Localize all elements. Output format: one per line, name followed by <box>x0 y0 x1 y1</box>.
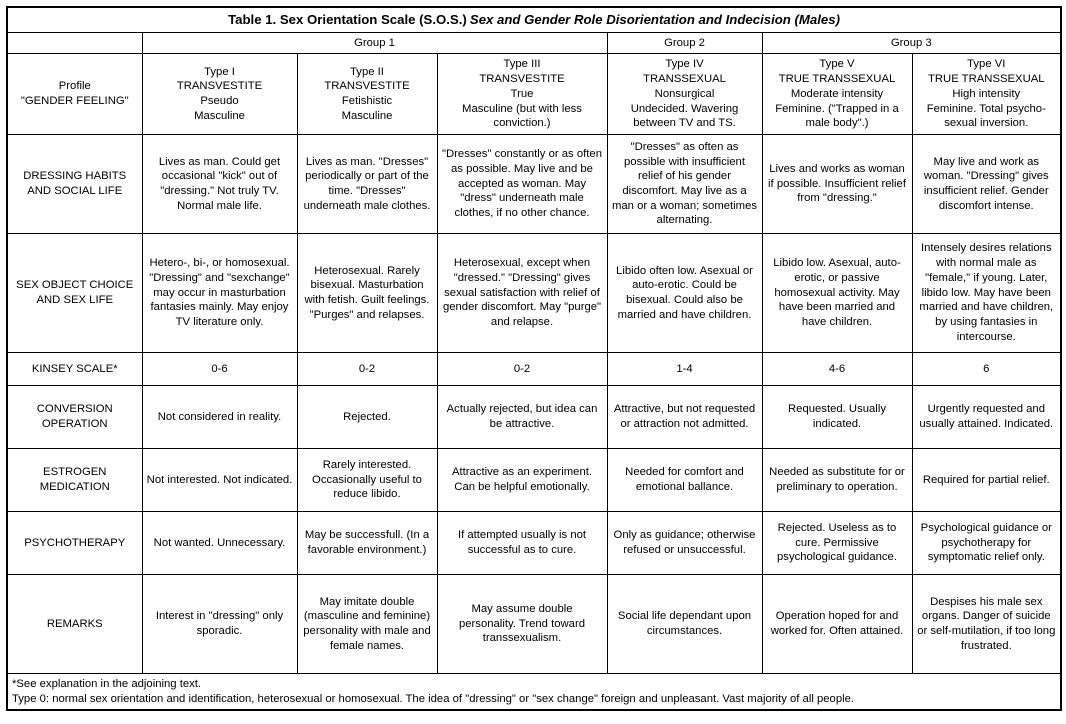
table-title-line2: Sex and Gender Role Disorientation and Indecision (Males) <box>469 12 840 27</box>
table-cell: Only as guidance; otherwise refused or unsuccessful. <box>607 511 762 574</box>
row-label: KINSEY SCALE* <box>7 352 142 385</box>
type-name: Type II <box>350 65 384 78</box>
table-cell: Not wanted. Unnecessary. <box>142 511 297 574</box>
type-category: TRANSVESTITE <box>324 80 410 93</box>
type-gender: Masculine <box>341 109 393 122</box>
table-cell: 6 <box>912 352 1061 385</box>
table-cell: May be successfull. (In a favorable environment.) <box>297 511 437 574</box>
type-descriptor: Pseudo <box>200 95 239 108</box>
table-cell: "Dresses" as often as possible with insufficient relief of his gender discomfort. May live as a man or a woman; sometimes alternating. <box>607 134 762 233</box>
type-column-6 <box>912 54 1061 134</box>
type-descriptor: Moderate intensity <box>790 87 884 100</box>
type-gender: Feminine. Total psycho-sexual inversion. <box>926 102 1046 130</box>
table-row <box>7 511 1061 574</box>
table-cell: Lives and works as woman if possible. Insufficient relief from "dressing." <box>762 134 912 233</box>
sos-table <box>6 6 1062 711</box>
type-column-1 <box>142 54 297 134</box>
footnote-line2: Type 0: normal sex orientation and identification, heterosexual or homosexual. The idea of "dressing" or "sex change" foreign and unpleasant. Vast majority of all people. <box>12 692 855 705</box>
table-cell: Actually rejected, but idea can be attractive. <box>437 385 607 448</box>
type-category: TRANSVESTITE <box>479 73 565 86</box>
type-category: TRANSVESTITE <box>176 80 263 93</box>
type-name: Type V <box>819 58 855 71</box>
type-category: TRANSSEXUAL <box>643 73 726 86</box>
type-gender: Feminine. ("Trapped in a male body".) <box>775 102 899 130</box>
type-gender: Undecided. Wavering between TV and TS. <box>630 102 739 130</box>
table-cell: If attempted usually is not successful as to cure. <box>437 511 607 574</box>
type-column-5 <box>762 54 912 134</box>
type-name: Type IV <box>665 58 704 71</box>
group-header-1: Group 1 <box>142 32 607 54</box>
table-cell: Rejected. <box>297 385 437 448</box>
table-row <box>7 233 1061 352</box>
table-title-row <box>7 7 1061 32</box>
type-column-3 <box>437 54 607 134</box>
row-label: CONVERSION OPERATION <box>7 385 142 448</box>
table-row <box>7 574 1061 673</box>
type-column-4 <box>607 54 762 134</box>
table-cell: Not considered in reality. <box>142 385 297 448</box>
type-descriptor: High intensity <box>952 87 1021 100</box>
table-cell: Interest in "dressing" only sporadic. <box>142 574 297 673</box>
corner-cell <box>7 32 142 54</box>
group-header-2: Group 2 <box>607 32 762 54</box>
table-row <box>7 134 1061 233</box>
table-row <box>7 385 1061 448</box>
table-cell: Urgently requested and usually attained. Indicated. <box>912 385 1061 448</box>
footnote-row <box>7 673 1061 710</box>
profile-row <box>7 54 1061 134</box>
table-cell: Rarely interested. Occasionally useful to reduce libido. <box>297 448 437 511</box>
table-cell: 0-2 <box>437 352 607 385</box>
group-header-3: Group 3 <box>762 32 1061 54</box>
table-cell: Needed as substitute for or preliminary to operation. <box>762 448 912 511</box>
table-cell: Attractive, but not requested or attraction not admitted. <box>607 385 762 448</box>
table-cell: Hetero-, bi-, or homosexual. "Dressing" and "sexchange" may occur in masturbation fantasies mainly. May enjoy TV literature only. <box>142 233 297 352</box>
type-category: TRUE TRANSSEXUAL <box>778 73 896 86</box>
type-descriptor: True <box>510 87 534 100</box>
table-cell: Psychological guidance or psychotherapy for symptomatic relief only. <box>912 511 1061 574</box>
table-cell: Despises his male sex organs. Danger of suicide or self-mutilation, if too long frustrated. <box>912 574 1061 673</box>
type-gender: Masculine (but with less conviction.) <box>462 102 582 130</box>
table-cell: "Dresses" constantly or as often as possible. May live and be accepted as woman. May "dress" underneath male clothes, if no other chance. <box>437 134 607 233</box>
row-label: SEX OBJECT CHOICE AND SEX LIFE <box>7 233 142 352</box>
table-cell: 0-6 <box>142 352 297 385</box>
footnote-line1: *See explanation in the adjoining text. <box>12 677 202 690</box>
table-cell: Rejected. Useless as to cure. Permissive psychological guidance. <box>762 511 912 574</box>
table-cell: Attractive as an experiment. Can be helpful emotionally. <box>437 448 607 511</box>
type-descriptor: Nonsurgical <box>654 87 715 100</box>
table-cell: Heterosexual, except when "dressed." "Dressing" gives sexual satisfaction with relief of gender discomfort. May "purge" and relapse. <box>437 233 607 352</box>
type-category: TRUE TRANSSEXUAL <box>928 73 1045 86</box>
table-cell: May live and work as woman. "Dressing" gives insufficient relief. Gender discomfort intense. <box>912 134 1061 233</box>
table-cell: Required for partial relief. <box>912 448 1061 511</box>
table-row <box>7 352 1061 385</box>
table-cell: May assume double personality. Trend toward transsexualism. <box>437 574 607 673</box>
profile-label-line2: "GENDER FEELING" <box>20 95 129 108</box>
table-cell: Lives as man. "Dresses" periodically or part of the time. "Dresses" underneath male clothes. <box>297 134 437 233</box>
row-label: DRESSING HABITS AND SOCIAL LIFE <box>7 134 142 233</box>
table-cell: Social life dependant upon circumstances. <box>607 574 762 673</box>
table-cell: Operation hoped for and worked for. Often attained. <box>762 574 912 673</box>
table-cell: Intensely desires relations with normal male as "female," if young. Later, libido low. May have been married and have children, by using fantasies in intercourse. <box>912 233 1061 352</box>
table-title-line1: Table 1. Sex Orientation Scale (S.O.S.) <box>228 12 467 27</box>
type-name: Type III <box>503 58 541 71</box>
type-descriptor: Fetishistic <box>341 95 393 108</box>
type-name: Type VI <box>967 58 1006 71</box>
table-cell: Heterosexual. Rarely bisexual. Masturbation with fetish. Guilt feelings. "Purges" and relapses. <box>297 233 437 352</box>
table-cell: Libido low. Asexual, auto-erotic, or passive homosexual activity. May have been married and have children. <box>762 233 912 352</box>
row-label: REMARKS <box>7 574 142 673</box>
table-cell: Needed for comfort and emotional ballance. <box>607 448 762 511</box>
group-header-row <box>7 32 1061 54</box>
type-column-2 <box>297 54 437 134</box>
type-gender: Masculine <box>194 109 245 122</box>
table-cell: 4-6 <box>762 352 912 385</box>
profile-label <box>7 54 142 134</box>
table-cell: Lives as man. Could get occasional "kick" out of "dressing." Not truly TV. Normal male life. <box>142 134 297 233</box>
row-label: ESTROGEN MEDICATION <box>7 448 142 511</box>
table-cell: 1-4 <box>607 352 762 385</box>
row-label: PSYCHOTHERAPY <box>7 511 142 574</box>
table-title <box>7 7 1061 32</box>
profile-label-line1: Profile <box>58 80 91 93</box>
table-cell: Libido often low. Asexual or auto-erotic. Could be bisexual. Could also be married and have children. <box>607 233 762 352</box>
table-cell: Not interested. Not indicated. <box>142 448 297 511</box>
table-cell: May imitate double (masculine and feminine) personality with male and female names. <box>297 574 437 673</box>
table-row <box>7 448 1061 511</box>
table-footnote <box>7 673 1061 710</box>
type-name: Type I <box>204 65 235 78</box>
table-cell: 0-2 <box>297 352 437 385</box>
table-cell: Requested. Usually indicated. <box>762 385 912 448</box>
